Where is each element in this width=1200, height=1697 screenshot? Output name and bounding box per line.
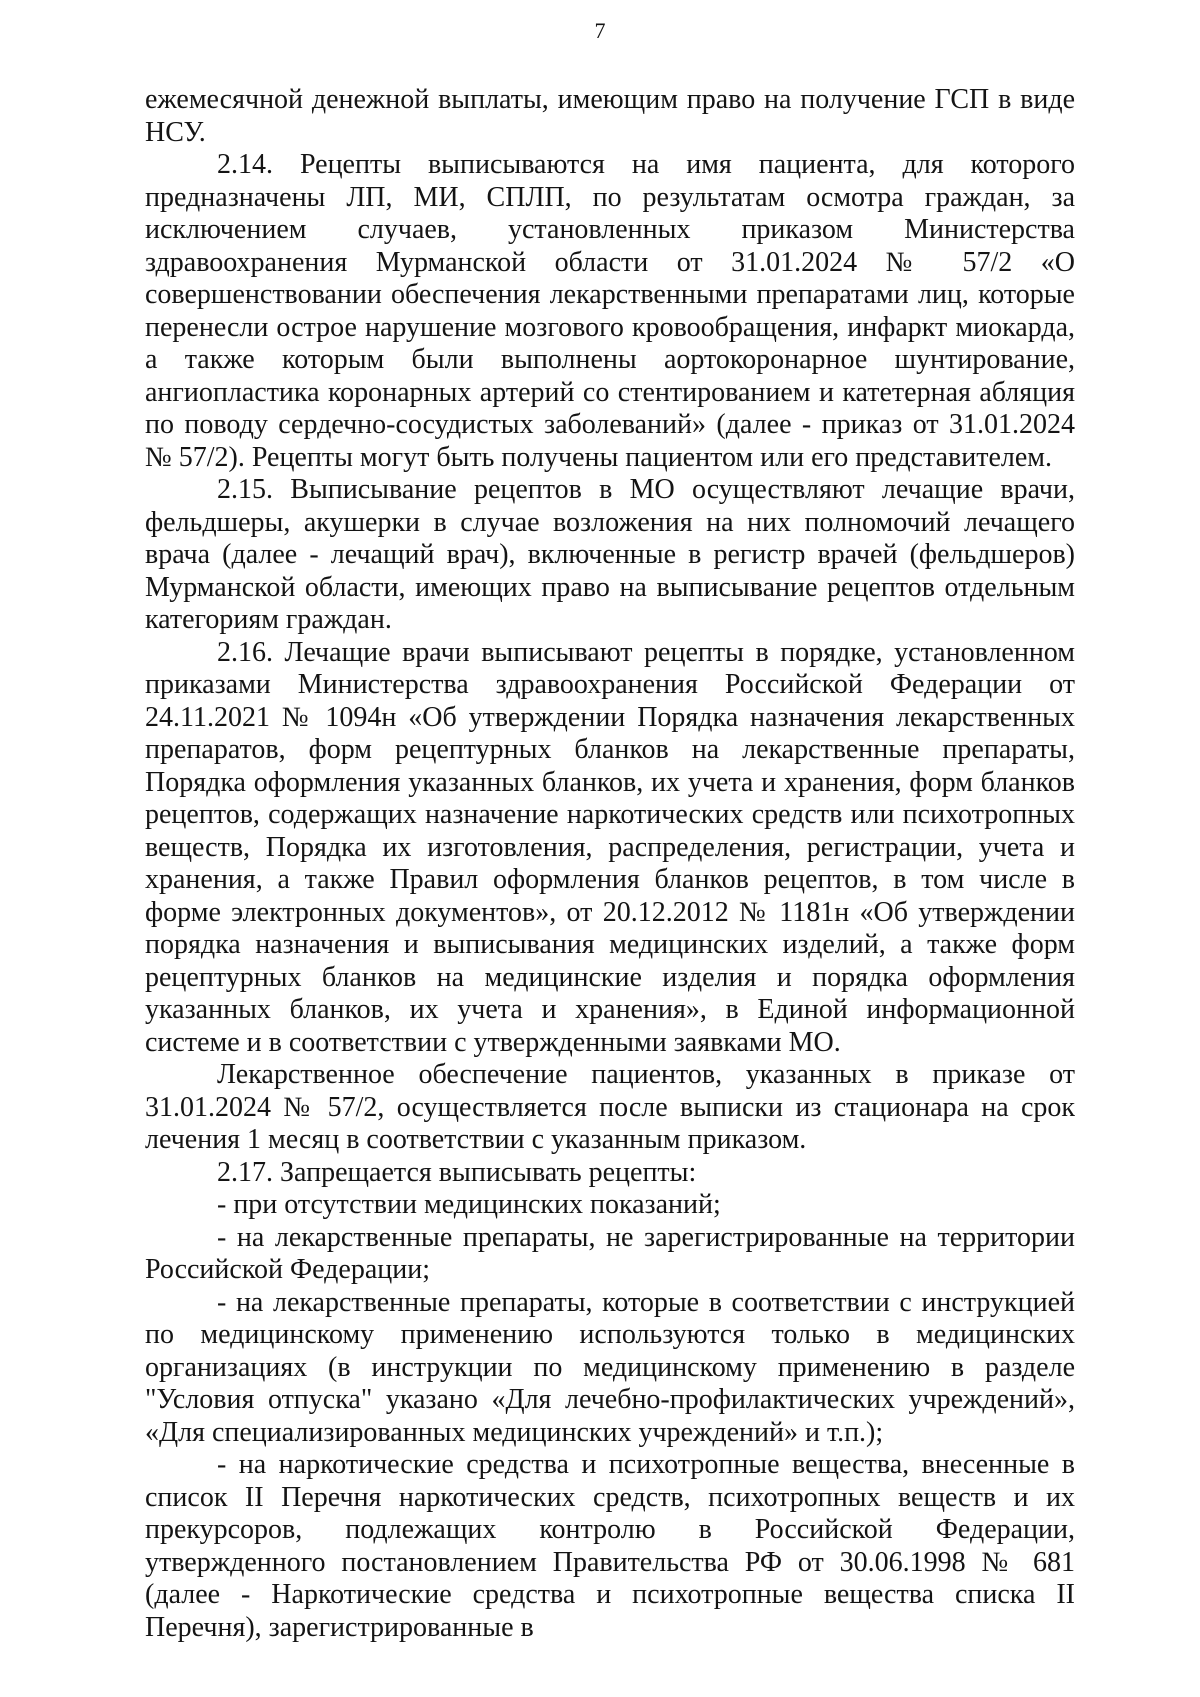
page-number: 7 xyxy=(594,18,606,43)
list-item-no-indications: - при отсутствии медицинских показаний; xyxy=(217,1189,721,1220)
paragraph-2-15: 2.15. Выписывание рецептов в МО осуществляют лечащие врачи, фельдшеры, акушерки в случае возложения на них полномочий лечащего врача (далее - лечащий врач), включенные в регистр врачей (фельдшеров) Мурманской области, имеющих право на выписывание рецептов отдельным категориям граждан. xyxy=(145,474,1075,635)
document-body xyxy=(145,84,1075,1644)
paragraph-2-14: 2.14. Рецепты выписываются на имя пациента, для которого предназначены ЛП, МИ, СПЛП, по результатам осмотра граждан, за исключением случаев, установленных приказом Министерства здравоохранения Мурманской области от 31.01.2024 № 57/2 «О совершенствовании обеспечения лекарственными препаратами лиц, которые перенесли острое нарушение мозгового кровообращения, инфаркт миокарда, а также которым были выполнены аортокоронарное шунтирование, ангиопластика коронарных артерий со стентированием и катетерная абляция по поводу сердечно-сосудистых заболеваний» (далее - приказ от 31.01.2024 № 57/2). Рецепты могут быть получены пациентом или его представителем. xyxy=(145,149,1075,473)
paragraph-drug-provision: Лекарственное обеспечение пациентов, указанных в приказе от 31.01.2024 № 57/2, осуществляется после выписки из стационара на срок лечения 1 месяц в соответствии с указанным приказом. xyxy=(145,1059,1075,1155)
list-item-hospital-only-drugs: - на лекарственные препараты, которые в соответствии с инструкцией по медицинскому применению используются только в медицинских организациях (в инструкции по медицинскому применению в разделе "Условия отпуска" указано «Для лечебно-профилактических учреждений», «Для специализированных медицинских учреждений» и т.п.); xyxy=(145,1286,1075,1448)
paragraph-2-17: 2.17. Запрещается выписывать рецепты: xyxy=(217,1156,697,1188)
list-item-unregistered-drugs: - на лекарственные препараты, не зарегистрированные на территории Российской Федерации; xyxy=(145,1221,1075,1285)
paragraph-2-16: 2.16. Лечащие врачи выписывают рецепты в порядке, установленном приказами Министерства здравоохранения Российской Федерации от 24.11.2021 № 1094н «Об утверждении Порядка назначения лекарственных препаратов, форм рецептурных бланков на лекарственные препараты, Порядка оформления указанных бланков, их учета и хранения, форм бланков рецептов, содержащих назначение наркотических средств или психотропных веществ, Порядка их изготовления, распределения, регистрации, учета и хранения, а также Правил оформления бланков рецептов, в том числе в форме электронных документов», от 20.12.2012 № 1181н «Об утверждении порядка назначения и выписывания медицинских изделий, а также форм рецептурных бланков на медицинские изделия и порядка оформления указанных бланков, их учета и хранения», в Единой информационной системе и в соответствии с утвержденными заявками МО. xyxy=(145,636,1075,1058)
list-item-narcotic-drugs: - на наркотические средства и психотропные вещества, внесенные в список II Перечня наркотических средств, психотропных веществ и их прекурсоров, подлежащих контролю в Российской Федерации, утвержденного постановлением Правительства РФ от 30.06.1998 № 681 (далее - Наркотические средства и психотропные вещества списка II Перечня), зарегистрированные в xyxy=(145,1449,1075,1643)
paragraph-continuation: ежемесячной денежной выплаты, имеющим право на получение ГСП в виде НСУ. xyxy=(145,84,1075,148)
